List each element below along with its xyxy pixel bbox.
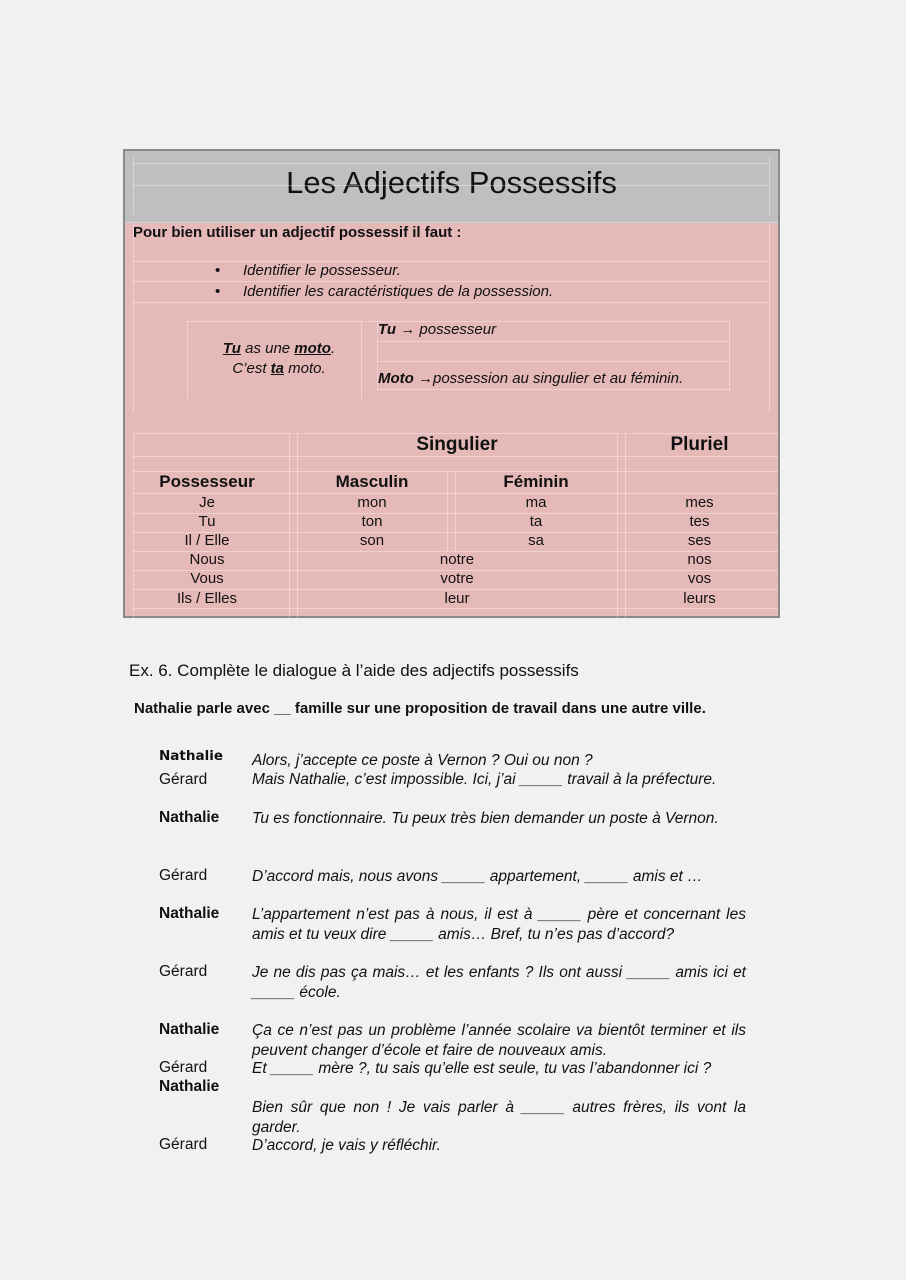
dialogue-line: Et _____ mère ?, tu sais qu’elle est seule, tu vas l’abandonner ici ? — [252, 1060, 712, 1077]
dialogue-line: Alors, j’accepte ce poste à Vernon ? Oui ou non ? — [252, 752, 593, 769]
dialogue-line: Tu es fonctionnaire. Tu peux très bien demander un poste à Vernon. — [252, 810, 719, 827]
cell-plural: vos — [687, 570, 712, 587]
cell-possessor: Tu — [198, 513, 216, 530]
exercise-title: Ex. 6. Complète le dialogue à l’aide des adjectifs possessifs — [129, 661, 579, 680]
speaker-label: Gérard — [159, 1059, 208, 1076]
step-item — [215, 283, 554, 300]
possession-note — [378, 370, 683, 387]
intro-text: Pour bien utiliser un adjectif possessif il faut : — [133, 224, 462, 241]
cell-plural: mes — [685, 494, 714, 511]
step-text: Identifier le possesseur. — [243, 262, 401, 279]
example-text: . — [330, 340, 336, 357]
speaker-label: Nathalie — [159, 748, 223, 764]
example-text: as une — [240, 340, 295, 357]
example-adjective: ta — [270, 360, 284, 377]
cell-feminine: ta — [529, 513, 543, 530]
step-item — [215, 262, 401, 279]
grammar-box — [123, 149, 780, 618]
speaker-label: Nathalie — [159, 1078, 220, 1095]
title-band — [125, 151, 778, 223]
note-text: → possesseur — [396, 321, 497, 338]
header-singular: Singulier — [416, 434, 498, 455]
cell-possessor: Nous — [189, 551, 225, 568]
cell-plural: ses — [687, 532, 712, 549]
dialogue-line: L’appartement n’est pas à nous, il est à _____ père et concernant les amis et tu veux dire _____ amis… Bref, tu n’es pas d’accord? — [252, 906, 746, 943]
cell-masculine: son — [359, 532, 385, 549]
speaker-label: Gérard — [159, 867, 208, 884]
possessor-note — [378, 321, 496, 338]
header-masculine: Masculin — [335, 472, 409, 491]
cell-possessor: Je — [199, 494, 215, 511]
bullet-icon: • — [215, 283, 221, 300]
bullet-icon: • — [215, 262, 221, 279]
example-text: moto. — [284, 360, 326, 377]
cell-possessor: Vous — [190, 570, 224, 587]
speaker-label: Gérard — [159, 771, 208, 788]
speaker-label: Nathalie — [159, 905, 220, 922]
note-text: →possession au singulier et au féminin. — [413, 370, 684, 387]
cell-masculine: mon — [357, 494, 387, 511]
example-sentence-1 — [189, 340, 369, 357]
note-key: Tu — [378, 321, 397, 338]
example-possessor: Tu — [222, 340, 241, 357]
speaker-label: Nathalie — [159, 1021, 220, 1038]
dialogue-line: Bien sûr que non ! Je vais parler à _____ autres frères, ils vont la garder. — [252, 1099, 746, 1136]
cell-singular: leur — [444, 590, 470, 607]
dialogue-line: D’accord, je vais y réfléchir. — [252, 1137, 441, 1154]
dialogue-line: D’accord mais, nous avons _____ appartement, _____ amis et … — [252, 868, 703, 885]
note-key: Moto — [378, 370, 414, 387]
cell-possessor: Il / Elle — [184, 532, 230, 549]
cell-singular: notre — [439, 551, 475, 568]
example-text: C’est — [232, 360, 271, 377]
cell-singular: votre — [440, 570, 474, 587]
page-title: Les Adjectifs Possessifs — [286, 165, 617, 200]
header-feminine: Féminin — [503, 472, 569, 491]
cell-feminine: ma — [525, 494, 547, 511]
speaker-label: Gérard — [159, 1136, 208, 1153]
cell-masculine: ton — [361, 513, 383, 530]
speaker-label: Nathalie — [159, 809, 220, 826]
example-object: moto — [294, 340, 331, 357]
dialogue-line: Mais Nathalie, c’est impossible. Ici, j’ai _____ travail à la préfecture. — [252, 771, 717, 788]
cell-possessor: Ils / Elles — [176, 590, 237, 607]
cell-plural: nos — [687, 551, 712, 568]
dialogue-line: Ça ce n’est pas un problème l’année scolaire va bientôt terminer et ils peuvent changer d’école et faire de nouveaux amis. — [252, 1022, 746, 1059]
cell-feminine: sa — [528, 532, 544, 549]
dialogue-line: Je ne dis pas ça mais… et les enfants ? Ils ont aussi _____ amis ici et _____ école. — [252, 964, 746, 1001]
header-possessor: Possesseur — [159, 472, 255, 491]
header-plural: Pluriel — [670, 434, 729, 455]
exercise-intro: Nathalie parle avec __ famille sur une proposition de travail dans une autre ville. — [134, 700, 706, 717]
cell-plural: leurs — [683, 590, 716, 607]
step-text: Identifier les caractéristiques de la possession. — [243, 283, 554, 300]
example-sentence-2 — [189, 360, 369, 377]
speaker-label: Gérard — [159, 963, 208, 980]
cell-plural: tes — [689, 513, 710, 530]
